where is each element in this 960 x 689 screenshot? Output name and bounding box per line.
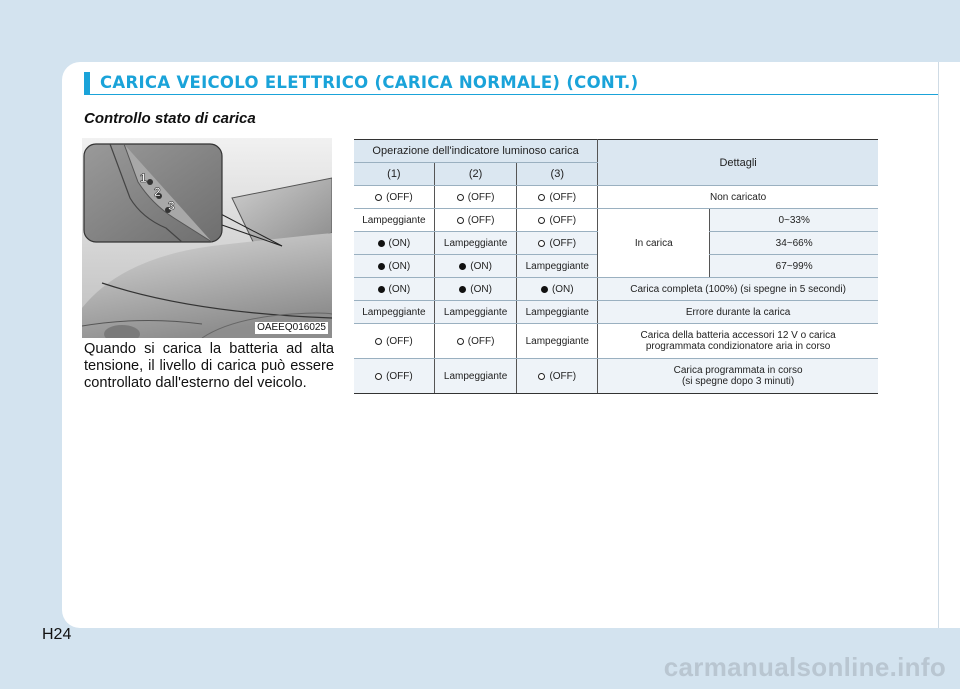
indicator-on-icon xyxy=(378,263,385,270)
table-row: (ON) Lampeggiante (OFF) 34~66% xyxy=(354,232,878,255)
indicator-off-icon xyxy=(538,373,545,380)
indicator-off-icon xyxy=(457,194,464,201)
watermark-brand: carmanualsonline.info xyxy=(663,652,946,682)
table-row: (OFF) (OFF) Lampeggiante Carica della batteria accessori 12 V o carica programmata condizionatore aria in corso xyxy=(354,324,878,359)
header-accent-bar xyxy=(84,72,90,94)
margin-guide xyxy=(938,62,939,628)
table-row: Lampeggiante Lampeggiante Lampeggiante Errore durante la carica xyxy=(354,301,878,324)
callout-3: 3 xyxy=(168,199,175,213)
indicator-off-icon xyxy=(375,338,382,345)
indicator-off-icon xyxy=(538,194,545,201)
car-hood-drawing xyxy=(82,138,332,338)
indicator-off-icon xyxy=(538,240,545,247)
table-header-details: Dettagli xyxy=(598,140,878,186)
table-row: Lampeggiante (OFF) (OFF) In carica 0~33% xyxy=(354,209,878,232)
indicator-on-icon xyxy=(541,286,548,293)
indicator-on-icon xyxy=(378,286,385,293)
col-header-1: (1) xyxy=(354,163,434,186)
indicator-off-icon xyxy=(457,338,464,345)
table-row: (ON) (ON) Lampeggiante 67~99% xyxy=(354,255,878,278)
body-paragraph: Quando si carica la batteria ad alta tensione, il livello di carica può essere controllato dall'esterno del veicolo. xyxy=(84,341,334,391)
callout-2: 2 xyxy=(154,185,161,199)
page-header-title: CARICA VEICOLO ELETTRICO (CARICA NORMALE) (CONT.) xyxy=(100,73,639,92)
in-charge-group: In carica xyxy=(598,209,710,278)
header-rule xyxy=(84,94,938,95)
charge-status-table xyxy=(354,139,878,394)
table-header-group: Operazione dell'indicatore luminoso carica xyxy=(354,140,598,163)
indicator-on-icon xyxy=(378,240,385,247)
indicator-on-icon xyxy=(459,286,466,293)
indicator-on-icon xyxy=(459,263,466,270)
indicator-off-icon xyxy=(457,217,464,224)
indicator-off-icon xyxy=(538,217,545,224)
table-row: (OFF) (OFF) (OFF) Non caricato xyxy=(354,186,878,209)
indicator-off-icon xyxy=(375,373,382,380)
col-header-2: (2) xyxy=(434,163,517,186)
page-number: H24 xyxy=(42,626,72,643)
table-row: (ON) (ON) (ON) Carica completa (100%) (si spegne in 5 secondi) xyxy=(354,278,878,301)
callout-1: 1 xyxy=(140,171,147,185)
col-header-3: (3) xyxy=(517,163,598,186)
vehicle-illustration xyxy=(82,138,332,338)
figure-code: OAEEQ016025 xyxy=(257,322,326,333)
indicator-off-icon xyxy=(375,194,382,201)
table-row: (OFF) Lampeggiante (OFF) Carica programmata in corso (si spegne dopo 3 minuti) xyxy=(354,359,878,394)
section-subtitle: Controllo stato di carica xyxy=(84,110,256,127)
